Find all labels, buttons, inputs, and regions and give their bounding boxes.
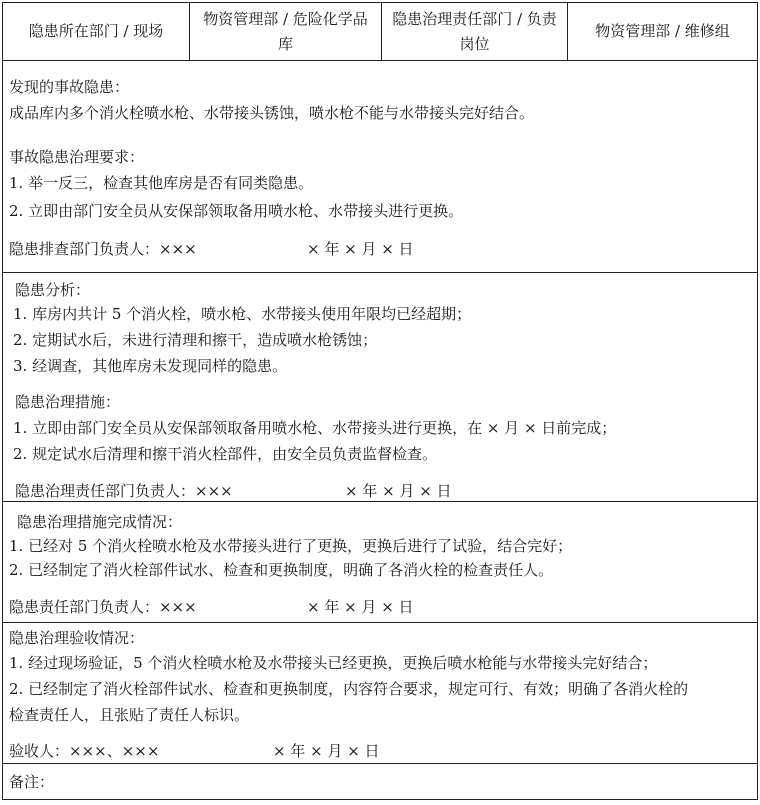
responsible-signatory: 隐患治理责任部门负责人：×××: [15, 482, 233, 500]
completion-date: × 年 × 月 × 日: [307, 598, 414, 616]
acceptance-item: 1. 经过现场验证，5 个消火栓喷水枪及水带接头已经更换，更换后喷水枪能与水带接头完好结合；: [9, 654, 658, 672]
requirements-title: 事故隐患治理要求：: [9, 148, 145, 166]
remarks-section: [2, 764, 758, 800]
acceptance-date: × 年 × 月 × 日: [273, 742, 380, 760]
requirement-item: 2. 立即由部门安全员从安保部领取备用喷水枪、水带接头进行更换。: [9, 202, 464, 220]
remarks-label: 备注：: [9, 773, 55, 791]
inspection-signatory: 隐患排查部门负责人：×××: [9, 240, 197, 258]
acceptance-item: 2. 已经制定了消火栓部件试水、检查和更换制度，内容符合要求，规定可行、有效；明确了各消火栓的: [9, 680, 689, 698]
acceptance-title: 隐患治理验收情况：: [9, 629, 145, 647]
hazard-rectification-form: [2, 2, 758, 800]
completion-item: 2. 已经制定了消火栓部件试水、检查和更换制度，明确了各消火栓的检查责任人。: [9, 561, 554, 579]
responsible-department-value: 物资管理部 / 维修组: [595, 22, 730, 40]
discovery-section: [2, 61, 758, 273]
acceptance-signatory: 验收人：×××、×××: [9, 742, 160, 760]
acceptance-section: [2, 623, 758, 764]
acceptance-item-continued: 检查责任人，且张贴了责任人标识。: [9, 706, 250, 724]
requirement-item: 1. 举一反三，检查其他库房是否有同类隐患。: [9, 174, 314, 192]
completion-signatory: 隐患责任部门负责人：×××: [9, 598, 197, 616]
measure-item: 1. 立即由部门安全员从安保部领取备用喷水枪、水带接头进行更换，在 × 月 × 日前完成；: [13, 419, 617, 437]
form-header-row: [2, 2, 758, 61]
analysis-title: 隐患分析：: [15, 281, 91, 299]
completion-item: 1. 已经对 5 个消火栓喷水枪及水带接头进行了更换，更换后进行了试验，结合完好；: [9, 537, 573, 555]
hazard-department-value: 物资管理部 / 危险化学品库: [190, 3, 382, 60]
measures-title: 隐患治理措施：: [15, 393, 121, 411]
completion-section: [2, 502, 758, 623]
completion-title: 隐患治理措施完成情况：: [17, 513, 183, 531]
responsible-department-label: 隐患治理责任部门 / 负责岗位: [382, 3, 568, 60]
analysis-item: 2. 定期试水后，未进行清理和擦干，造成喷水枪锈蚀；: [13, 331, 378, 349]
responsible-date: × 年 × 月 × 日: [345, 482, 452, 500]
inspection-date: × 年 × 月 × 日: [307, 240, 414, 258]
analysis-section: [2, 273, 758, 502]
discovery-text: 成品库内多个消火栓喷水枪、水带接头锈蚀，喷水枪不能与水带接头完好结合。: [9, 104, 535, 122]
hazard-department-label: 隐患所在部门 / 现场: [3, 3, 190, 60]
analysis-item: 3. 经调查，其他库房未发现同样的隐患。: [13, 357, 288, 375]
discovery-title: 发现的事故隐患：: [9, 78, 130, 96]
analysis-item: 1. 库房内共计 5 个消火栓，喷水枪、水带接头使用年限均已经超期；: [13, 305, 472, 323]
measure-item: 2. 规定试水后清理和擦干消火栓部件，由安全员负责监督检查。: [13, 445, 438, 463]
